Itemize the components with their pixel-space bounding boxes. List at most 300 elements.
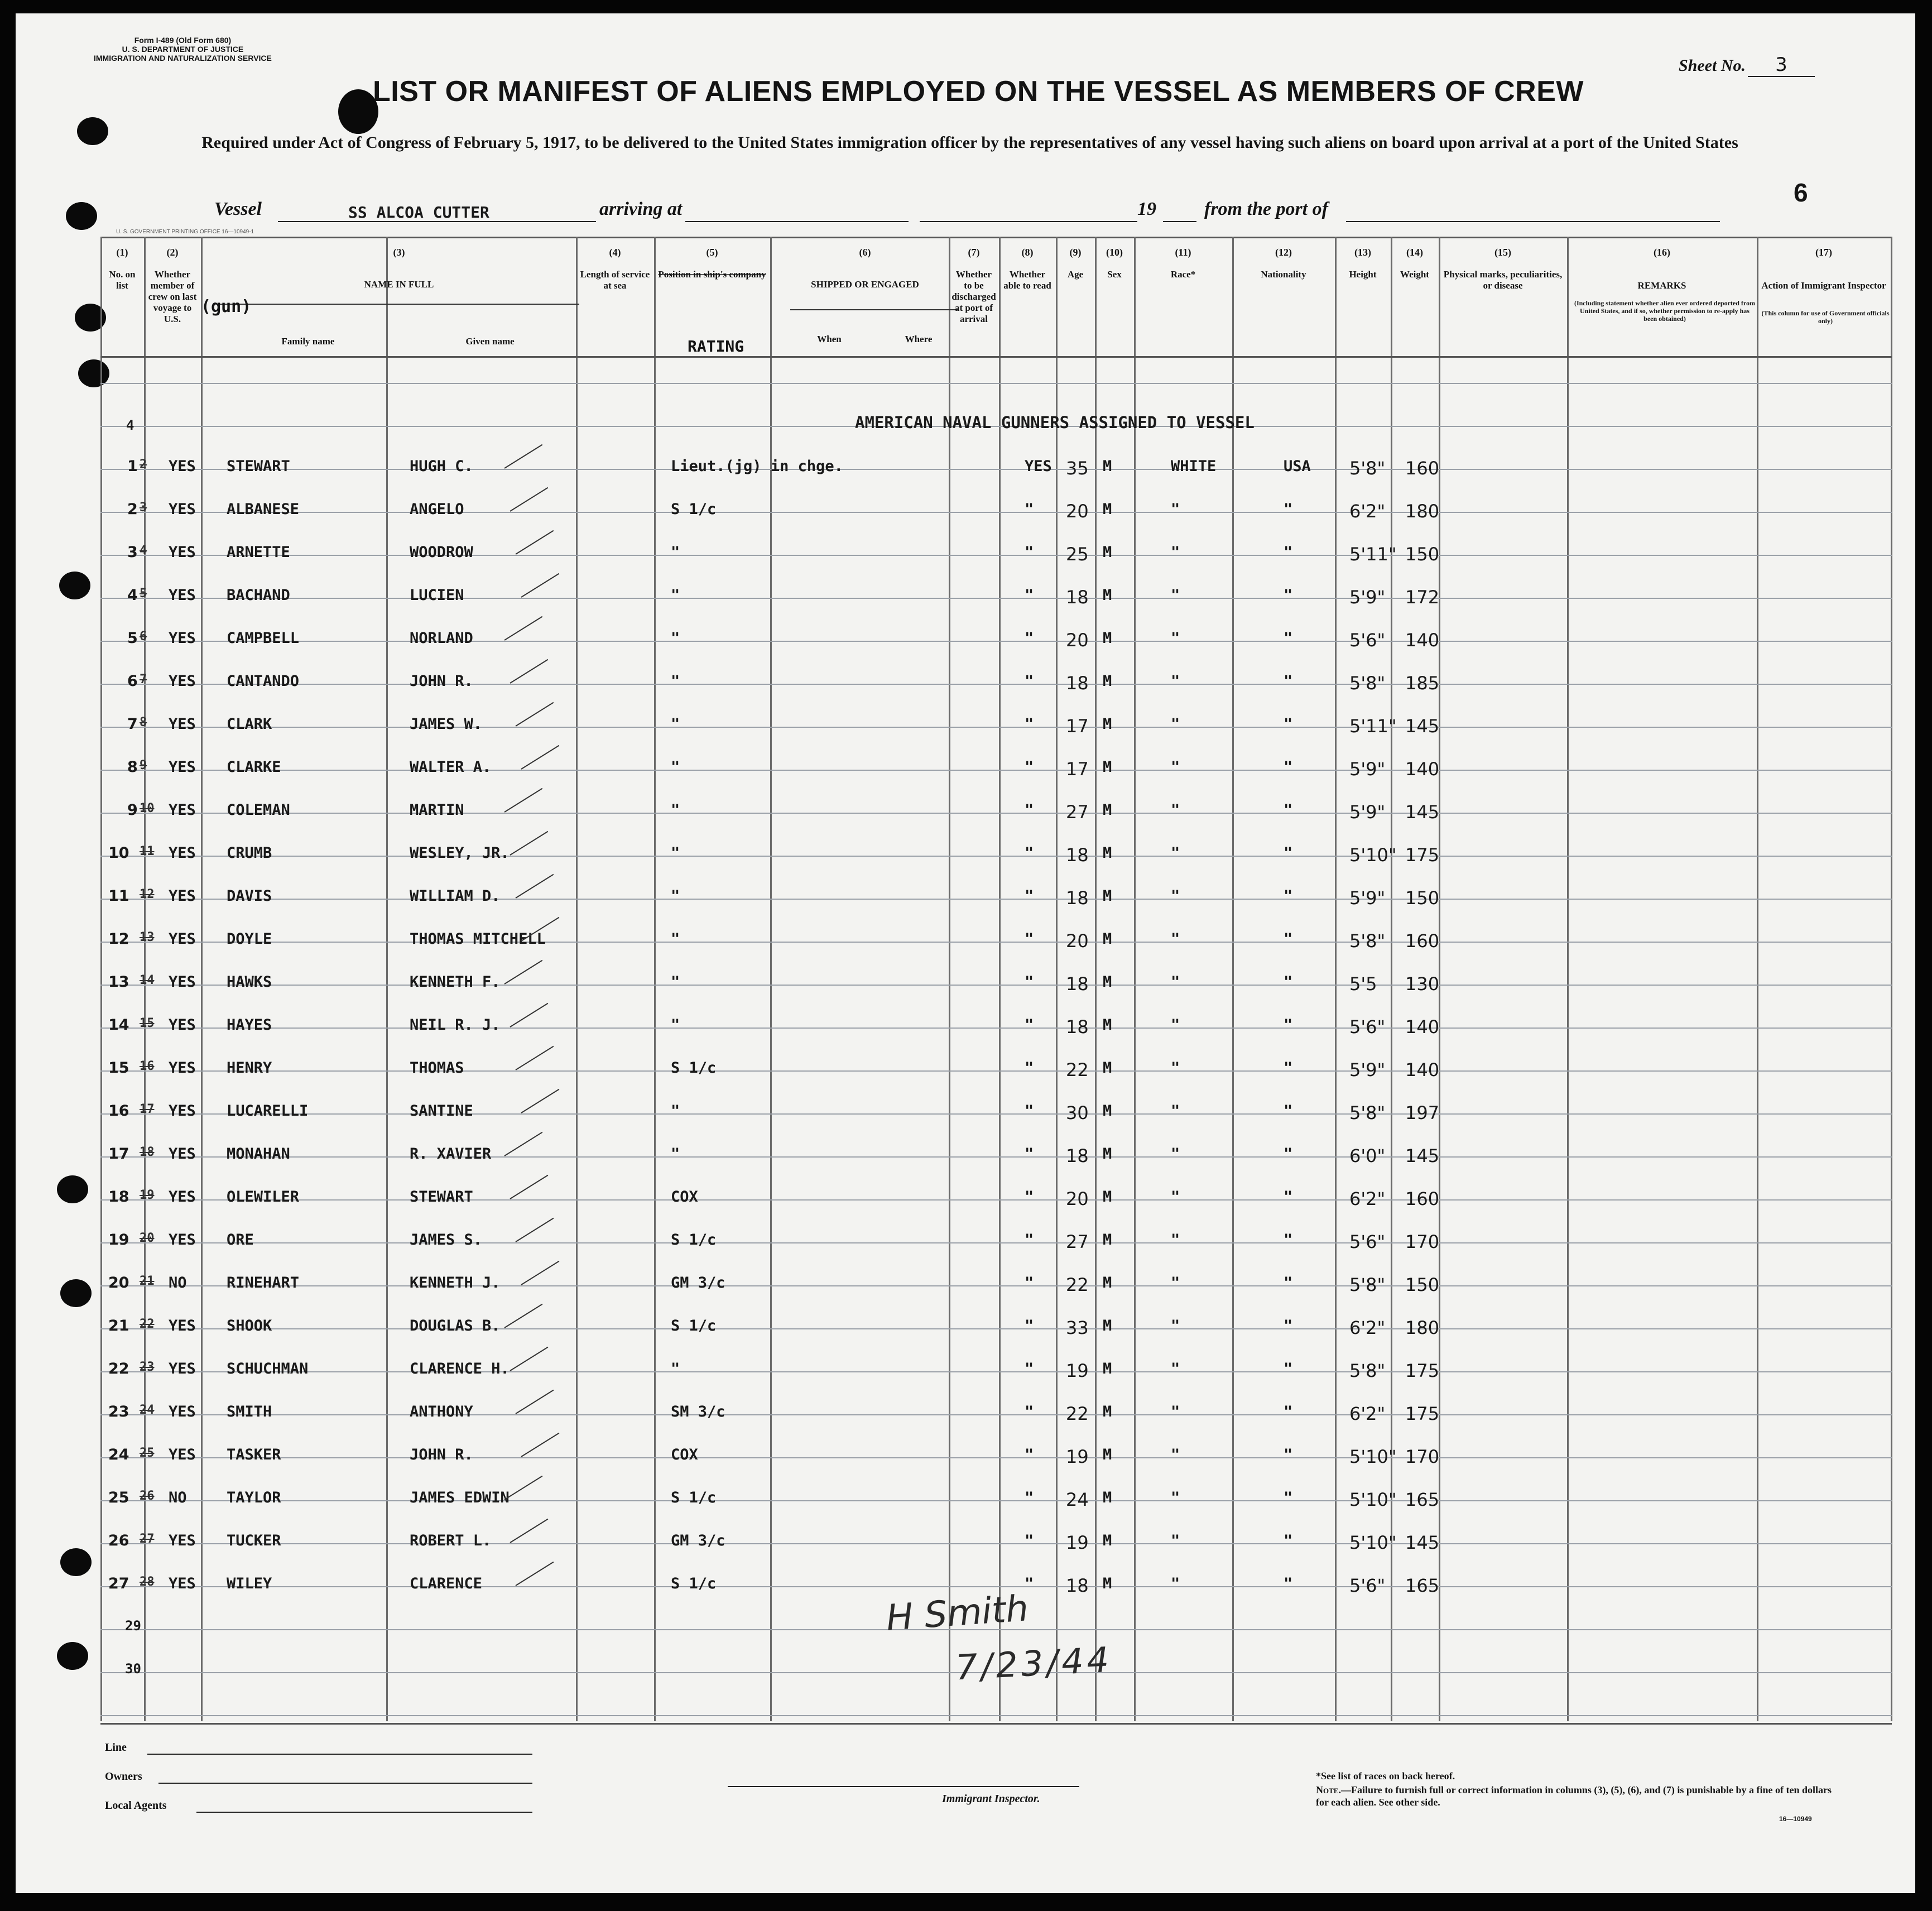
cell-weight: 165 — [1405, 1575, 1440, 1596]
cell-given: SANTINE — [410, 1102, 473, 1120]
cell-family: TASKER — [227, 1446, 281, 1463]
cell-weight: 150 — [1405, 887, 1440, 909]
cell-rating: " — [671, 716, 680, 733]
row-number: 17 — [108, 1145, 129, 1163]
cell-read: " — [1025, 1446, 1034, 1463]
cell-rating: S 1/c — [671, 1489, 717, 1506]
row-rule — [100, 512, 1892, 513]
cell-height: 5'8" — [1349, 1360, 1386, 1381]
cell-sex: M — [1103, 1446, 1112, 1463]
column-header: Race* — [1170, 269, 1196, 280]
cell-read: " — [1025, 1102, 1034, 1120]
cell-rating: " — [671, 801, 680, 819]
row-rule — [100, 813, 1892, 814]
cell-weight: 145 — [1405, 716, 1440, 737]
cell-family: ALBANESE — [227, 501, 300, 518]
cell-orig: 5 — [140, 587, 147, 601]
punch-hole — [66, 202, 97, 230]
row-rule — [100, 899, 1892, 900]
row-number: 5 — [127, 630, 138, 647]
column-header: REMARKS — [1637, 280, 1686, 291]
cell-read: " — [1025, 716, 1034, 733]
cell-given: MARTIN — [410, 801, 464, 819]
cell-race: " — [1171, 1489, 1180, 1506]
cell-rating: " — [671, 758, 680, 776]
cell-crew: YES — [169, 801, 196, 819]
cell-height: 5'8" — [1349, 930, 1386, 952]
column-header: Height — [1349, 269, 1377, 280]
remarks-subheader: (Including statement whether alien ever ordered deported from United States, and if so, whether permission to re-apply has been obtained) — [1574, 299, 1756, 323]
column-divider — [1891, 237, 1892, 1721]
cell-height: 5'10" — [1349, 844, 1397, 866]
cell-age: 19 — [1066, 1360, 1089, 1381]
footer-line-label: Line — [105, 1741, 127, 1754]
cell-read: " — [1025, 1016, 1034, 1034]
note-label: Note. — [1316, 1784, 1341, 1795]
column-divider — [100, 237, 102, 1721]
cell-race: " — [1171, 1102, 1180, 1120]
footer-agents-label: Local Agents — [105, 1799, 167, 1812]
cell-crew: YES — [169, 458, 196, 475]
row-number: 3 — [127, 544, 138, 561]
handwritten-date: 7/23/44 — [954, 1639, 1113, 1688]
cell-given: NORLAND — [410, 630, 473, 647]
group-header-rule — [790, 309, 958, 310]
cell-weight: 172 — [1405, 587, 1440, 608]
sheet-number — [1679, 54, 1815, 77]
cell-given: THOMAS MITCHELL — [410, 930, 546, 948]
cell-family: RINEHART — [227, 1274, 300, 1291]
cell-weight: 140 — [1405, 1059, 1440, 1081]
cell-read: " — [1025, 1575, 1034, 1592]
cell-age: 25 — [1066, 544, 1089, 565]
cell-rating: S 1/c — [671, 1059, 717, 1077]
cell-orig: 23 — [140, 1360, 155, 1374]
column-divider — [654, 237, 656, 1721]
cell-given: KENNETH J. — [410, 1274, 501, 1291]
cell-crew: YES — [169, 973, 196, 991]
cell-orig: 27 — [140, 1532, 155, 1546]
cell-crew: YES — [169, 930, 196, 948]
cell-read: " — [1025, 844, 1034, 862]
cell-age: 18 — [1066, 1016, 1089, 1038]
cell-age: 19 — [1066, 1446, 1089, 1467]
cell-age: 18 — [1066, 673, 1089, 694]
row-number: 18 — [108, 1188, 129, 1206]
cell-family: STEWART — [227, 458, 290, 475]
cell-race: " — [1171, 630, 1180, 647]
cell-height: 5'6" — [1349, 1575, 1386, 1596]
cell-rating: " — [671, 973, 680, 991]
inspector-signature-line — [728, 1786, 1079, 1787]
cell-family: CRUMB — [227, 844, 272, 862]
cell-given: LUCIEN — [410, 587, 464, 604]
column-divider — [999, 237, 1001, 1721]
cell-height: 5'10" — [1349, 1532, 1397, 1553]
name-given-subheader: Given name — [465, 336, 515, 347]
shipped-where-subheader: Where — [905, 334, 933, 344]
cell-race: " — [1171, 587, 1180, 604]
row-rule — [100, 942, 1892, 943]
cell-orig: 12 — [140, 887, 155, 901]
cell-nat: " — [1284, 801, 1293, 819]
cell-rating: SM 3/c — [671, 1403, 725, 1420]
row-rule — [100, 1371, 1892, 1372]
row-rule — [100, 856, 1892, 857]
cell-nat: " — [1284, 587, 1293, 604]
row-number: 6 — [127, 673, 138, 690]
column-number: (3) — [393, 247, 405, 258]
cell-age: 27 — [1066, 1231, 1089, 1252]
column-number: (12) — [1275, 247, 1292, 258]
cell-sex: M — [1103, 973, 1112, 991]
cell-given: JAMES EDWIN — [410, 1489, 510, 1506]
cell-orig: 20 — [140, 1231, 155, 1245]
cell-age: 18 — [1066, 887, 1089, 909]
empty-row-number: 30 — [125, 1661, 141, 1677]
cell-height: 6'2" — [1349, 1188, 1386, 1209]
cell-rating: " — [671, 587, 680, 604]
cell-given: R. XAVIER — [410, 1145, 492, 1163]
column-header: Whether member of crew on last voyage to U.S. — [148, 269, 197, 324]
from-port-underline — [1346, 221, 1720, 222]
cell-family: COLEMAN — [227, 801, 290, 819]
cell-given: ANTHONY — [410, 1403, 473, 1420]
cell-weight: 145 — [1405, 801, 1440, 823]
column-number: (10) — [1106, 247, 1123, 258]
cell-age: 27 — [1066, 801, 1089, 823]
cell-race: " — [1171, 1188, 1180, 1206]
cell-sex: M — [1103, 1188, 1112, 1206]
row-rule — [100, 383, 1892, 384]
row-number: 26 — [108, 1532, 129, 1549]
cell-nat: " — [1284, 1102, 1293, 1120]
row-rule — [100, 1715, 1892, 1716]
cell-nat: " — [1284, 1274, 1293, 1291]
cell-family: MONAHAN — [227, 1145, 290, 1163]
cell-weight: 175 — [1405, 844, 1440, 866]
cell-sex: M — [1103, 716, 1112, 733]
cell-nat: " — [1284, 1532, 1293, 1549]
service-name: IMMIGRATION AND NATURALIZATION SERVICE — [94, 54, 272, 63]
rating-annotation: RATING — [688, 337, 744, 356]
cell-nat: " — [1284, 716, 1293, 733]
cell-read: " — [1025, 1274, 1034, 1291]
gun-annotation: (gun) — [201, 297, 252, 316]
cell-read: " — [1025, 1403, 1034, 1420]
column-header: Whether able to read — [1003, 269, 1051, 291]
cell-given: DOUGLAS B. — [410, 1317, 501, 1334]
cell-age: 30 — [1066, 1102, 1089, 1123]
cell-family: SCHUCHMAN — [227, 1360, 309, 1377]
row-number: 24 — [108, 1446, 129, 1463]
column-number: (9) — [1069, 247, 1082, 258]
cell-read: " — [1025, 1188, 1034, 1206]
row-rule — [100, 1328, 1892, 1329]
cell-age: 17 — [1066, 716, 1089, 737]
cell-weight: 140 — [1405, 758, 1440, 780]
cell-given: NEIL R. J. — [410, 1016, 501, 1034]
row-rule — [100, 469, 1892, 470]
cell-given: STEWART — [410, 1188, 473, 1206]
cell-age: 35 — [1066, 458, 1089, 479]
column-header: Physical marks, peculiarities, or disease — [1443, 269, 1563, 291]
cell-height: 6'2" — [1349, 501, 1386, 522]
cell-given: ANGELO — [410, 501, 464, 518]
cell-height: 5'8" — [1349, 1274, 1386, 1295]
cell-crew: YES — [169, 887, 196, 905]
column-divider — [1056, 237, 1058, 1721]
cell-age: 18 — [1066, 587, 1089, 608]
row-number: 4 — [127, 587, 138, 604]
row-rule — [100, 985, 1892, 986]
cell-sex: M — [1103, 1575, 1112, 1592]
cell-weight: 140 — [1405, 630, 1440, 651]
cell-height: 5'8" — [1349, 458, 1386, 479]
cell-rating: GM 3/c — [671, 1532, 725, 1549]
column-number: (6) — [859, 247, 871, 258]
column-header: No. on list — [109, 269, 136, 291]
column-divider — [1095, 237, 1097, 1721]
arriving-underline — [685, 221, 909, 222]
cell-nat: " — [1284, 1188, 1293, 1206]
cell-orig: 18 — [140, 1145, 155, 1159]
cell-race: " — [1171, 801, 1180, 819]
inspector-label: Immigrant Inspector. — [942, 1793, 1040, 1805]
cell-race: " — [1171, 1274, 1180, 1291]
name-family-subheader: Family name — [281, 336, 335, 347]
column-header: Weight — [1400, 269, 1429, 280]
cell-read: " — [1025, 758, 1034, 776]
column-header: Nationality — [1261, 269, 1306, 280]
row-number: 16 — [108, 1102, 129, 1120]
row-rule — [100, 641, 1892, 642]
column-number: (15) — [1494, 247, 1511, 258]
row-number: 8 — [127, 758, 138, 776]
cell-age: 20 — [1066, 1188, 1089, 1209]
cell-weight: 170 — [1405, 1231, 1440, 1252]
row-number: 23 — [108, 1403, 129, 1420]
column-header: Whether to be discharged at port of arrival — [951, 269, 996, 324]
owners-signature-line — [158, 1783, 532, 1784]
cell-crew: YES — [169, 1231, 196, 1249]
cell-crew: NO — [169, 1274, 187, 1291]
cell-orig: 24 — [140, 1403, 155, 1417]
cell-age: 20 — [1066, 501, 1089, 522]
cell-family: CLARK — [227, 716, 272, 733]
cell-orig: 17 — [140, 1102, 155, 1116]
cell-nat: " — [1284, 630, 1293, 647]
row-number: 12 — [108, 930, 129, 948]
cell-orig: 3 — [140, 501, 147, 515]
row-rule — [100, 598, 1892, 599]
row-number: 7 — [127, 716, 138, 733]
cell-rating: S 1/c — [671, 1231, 717, 1249]
cell-crew: YES — [169, 630, 196, 647]
column-number: (5) — [706, 247, 718, 258]
row-rule — [100, 684, 1892, 685]
cell-race: " — [1171, 758, 1180, 776]
cell-crew: YES — [169, 544, 196, 561]
manifest-sheet — [16, 13, 1915, 1893]
action-subheader: (This column for use of Government officials only) — [1761, 309, 1890, 325]
vessel-name: SS ALCOA CUTTER — [348, 203, 489, 222]
column-number: (7) — [968, 247, 980, 258]
cell-orig: 21 — [140, 1274, 155, 1288]
cell-weight: 160 — [1405, 930, 1440, 952]
cell-family: HENRY — [227, 1059, 272, 1077]
cell-orig: 6 — [140, 630, 147, 644]
cell-orig: 15 — [140, 1016, 155, 1030]
cell-orig: 25 — [140, 1446, 155, 1460]
cell-orig: 2 — [140, 458, 147, 472]
cell-read: " — [1025, 973, 1034, 991]
cell-read: YES — [1025, 458, 1052, 475]
cell-sex: M — [1103, 758, 1112, 776]
cell-race: WHITE — [1171, 458, 1217, 475]
cell-family: SHOOK — [227, 1317, 272, 1334]
cell-race: " — [1171, 1016, 1180, 1034]
cell-given: KENNETH F. — [410, 973, 501, 991]
cell-family: ORE — [227, 1231, 254, 1249]
cell-read: " — [1025, 587, 1034, 604]
column-divider — [1134, 237, 1136, 1721]
cell-given: HUGH C. — [410, 458, 473, 475]
cell-family: DOYLE — [227, 930, 272, 948]
column-divider — [386, 237, 388, 1721]
vessel-label: Vessel — [214, 199, 262, 219]
column-number: (17) — [1815, 247, 1832, 258]
cell-crew: YES — [169, 1532, 196, 1549]
cell-family: CAMPBELL — [227, 630, 300, 647]
cell-age: 18 — [1066, 844, 1089, 866]
column-header: Sex — [1107, 269, 1122, 280]
cell-read: " — [1025, 887, 1034, 905]
cell-rating: " — [671, 844, 680, 862]
cell-age: 33 — [1066, 1317, 1089, 1338]
cell-rating: " — [671, 1102, 680, 1120]
cell-age: 22 — [1066, 1403, 1089, 1424]
row-rule — [100, 727, 1892, 728]
form-identifier — [94, 36, 272, 63]
cell-crew: YES — [169, 501, 196, 518]
row-rule — [100, 1586, 1892, 1587]
cell-nat: " — [1284, 544, 1293, 561]
cell-weight: 175 — [1405, 1403, 1440, 1424]
cell-given: CLARENCE — [410, 1575, 483, 1592]
row-rule — [100, 1457, 1892, 1458]
cell-race: " — [1171, 1446, 1180, 1463]
cell-race: " — [1171, 1145, 1180, 1163]
cell-family: TUCKER — [227, 1532, 281, 1549]
cell-nat: " — [1284, 1145, 1293, 1163]
failure-note — [1316, 1784, 1846, 1808]
row-rule — [100, 1070, 1892, 1072]
cell-race: " — [1171, 1317, 1180, 1334]
from-port-label: from the port of — [1204, 199, 1328, 219]
cell-height: 5'11" — [1349, 544, 1397, 565]
cell-given: JAMES S. — [410, 1231, 483, 1249]
agents-signature-line — [196, 1812, 532, 1813]
column-number: (1) — [116, 247, 128, 258]
cell-nat: " — [1284, 673, 1293, 690]
date-underline — [920, 221, 1137, 222]
cell-family: OLEWILER — [227, 1188, 300, 1206]
cell-rating: S 1/c — [671, 501, 717, 518]
cell-orig: 19 — [140, 1188, 155, 1202]
cell-read: " — [1025, 1360, 1034, 1377]
cell-read: " — [1025, 501, 1034, 518]
cell-weight: 140 — [1405, 1016, 1440, 1038]
punch-hole — [57, 1642, 88, 1670]
cell-crew: YES — [169, 1317, 196, 1334]
cell-sex: M — [1103, 544, 1112, 561]
cell-sex: M — [1103, 1059, 1112, 1077]
arriving-label: arriving at — [599, 199, 683, 219]
cell-height: 5'9" — [1349, 758, 1386, 780]
cell-orig: 11 — [140, 844, 155, 858]
cell-height: 5'9" — [1349, 801, 1386, 823]
cell-rating: " — [671, 930, 680, 948]
row-number: 19 — [108, 1231, 129, 1249]
cell-rating: " — [671, 544, 680, 561]
column-header: Age — [1067, 269, 1084, 280]
handwritten-signature: H Smith — [885, 1588, 1030, 1639]
row-rule — [100, 770, 1892, 771]
cell-height: 5'9" — [1349, 887, 1386, 909]
column-number: (4) — [609, 247, 621, 258]
cell-read: " — [1025, 801, 1034, 819]
cell-nat: " — [1284, 758, 1293, 776]
cell-weight: 130 — [1405, 973, 1440, 995]
cell-race: " — [1171, 1231, 1180, 1249]
row-rule — [100, 1500, 1892, 1501]
cell-family: WILEY — [227, 1575, 272, 1592]
cell-rating: COX — [671, 1188, 698, 1206]
cell-age: 24 — [1066, 1489, 1089, 1510]
cell-height: 5'9" — [1349, 587, 1386, 608]
cell-given: THOMAS — [410, 1059, 464, 1077]
cell-sex: M — [1103, 801, 1112, 819]
column-number: (16) — [1654, 247, 1670, 258]
corner-number: 6 — [1794, 178, 1808, 207]
cell-nat: USA — [1284, 458, 1311, 475]
shipped-when-subheader: When — [817, 334, 842, 344]
form-number: Form I-489 (Old Form 680) — [134, 36, 232, 45]
row-rule — [100, 1543, 1892, 1544]
row-rule — [100, 1414, 1892, 1415]
row-number: 9 — [127, 801, 138, 819]
cell-orig: 8 — [140, 716, 147, 729]
column-number: (14) — [1406, 247, 1423, 258]
form-code: 16—10949 — [1779, 1815, 1812, 1823]
cell-crew: YES — [169, 587, 196, 604]
row-number: 1 — [127, 458, 138, 475]
footer-owners-label: Owners — [105, 1770, 142, 1783]
cell-race: " — [1171, 1575, 1180, 1592]
cell-sex: M — [1103, 930, 1112, 948]
cell-height: 6'0" — [1349, 1145, 1386, 1166]
cell-given: ROBERT L. — [410, 1532, 492, 1549]
cell-weight: 150 — [1405, 544, 1440, 565]
cell-family: ARNETTE — [227, 544, 290, 561]
cell-crew: YES — [169, 1188, 196, 1206]
cell-nat: " — [1284, 1403, 1293, 1420]
cell-given: CLARENCE H. — [410, 1360, 510, 1377]
cell-race: " — [1171, 673, 1180, 690]
cell-weight: 145 — [1405, 1145, 1440, 1166]
cell-rating: " — [671, 673, 680, 690]
